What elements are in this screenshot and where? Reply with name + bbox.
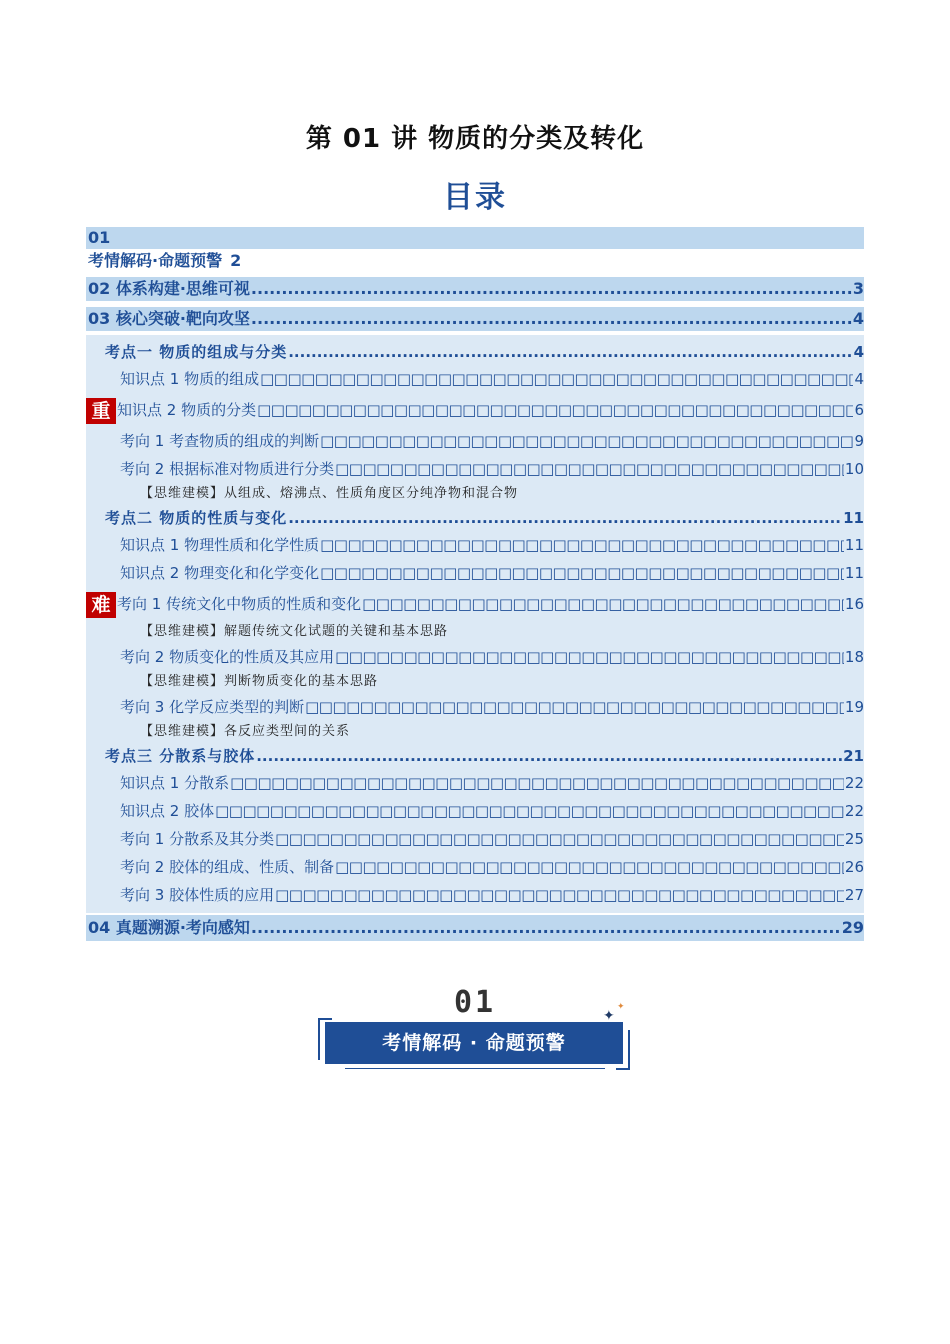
box-leader [215, 797, 844, 825]
section-banner-number: 01 [453, 985, 497, 1020]
box-leader [335, 853, 844, 881]
banner-underline-decoration [345, 1068, 605, 1069]
toc-kaodian-1[interactable]: 考点一 物质的组成与分类 ..... 4 [86, 339, 864, 365]
box-leader [257, 393, 853, 427]
toc-item[interactable]: 知识点 1 物理性质和化学性质 □□□□□□□□□□□□□□□□□□□□□□□□□□□□□□□□□□□□□□□□□□□□□□□□□□□□□□□□□□□□□□□□□□□□□□□□□□□□□□□□□□□□□□□□□□□□□□□□□□□□□□□□□□□□□□□□□□□□□□□□□□□□□□□□□□□□□□□□□□□□□□□□□□□□□□□□□□□□□□□□□□□□□□□□□□□□□□□□□□□□□□□□□□□□□□□□□□□□ 11 [86, 531, 864, 559]
toc-section-03[interactable] [86, 307, 864, 331]
toc-section-03-children [86, 335, 864, 913]
toc-section-01-number[interactable] [86, 227, 864, 249]
toc-item[interactable]: 知识点 2 胶体 □□□□□□□□□□□□□□□□□□□□□□□□□□□□□□□□□□□□□□□□□□□□□□□□□□□□□□□□□□□□□□□□□□□□□□□□□□□□□□□□□□□□□□□□□□□□□□□□□□□□□□□□□□□□□□□□□□□□□□□□□□□□□□□□□□□□□□□□□□□□□□□□□□□□□□□□□□□□□□□□□□□□□□□□□□□□□□□□□□□□□□□□□□□□□□□□□□□□ 22 [86, 797, 864, 825]
toc-item[interactable]: 考向 3 化学反应类型的判断 □□□□□□□□□□□□□□□□□□□□□□□□□□□□□□□□□□□□□□□□□□□□□□□□□□□□□□□□□□□□□□□□□□□□□□□□□□□□□□□□□□□□□□□□□□□□□□□□□□□□□□□□□□□□□□□□□□□□□□□□□□□□□□□□□□□□□□□□□□□□□□□□□□□□□□□□□□□□□□□□□□□□□□□□□□□□□□□□□□□□□□□□□□□□□□□□□□□□ 19 [86, 693, 864, 721]
difficult-point-badge: 难 [86, 592, 116, 618]
toc-section-02[interactable] [86, 277, 864, 301]
toc-section-number: 01 [88, 228, 111, 247]
box-leader [362, 587, 844, 621]
toc-heading: 目录 [443, 180, 507, 215]
toc-section-04[interactable] [86, 915, 864, 941]
toc-item[interactable]: 考向 2 根据标准对物质进行分类 □□□□□□□□□□□□□□□□□□□□□□□□□□□□□□□□□□□□□□□□□□□□□□□□□□□□□□□□□□□□□□□□□□□□□□□□□□□□□□□□□□□□□□□□□□□□□□□□□□□□□□□□□□□□□□□□□□□□□□□□□□□□□□□□□□□□□□□□□□□□□□□□□□□□□□□□□□□□□□□□□□□□□□□□□□□□□□□□□□□□□□□□□□□□□□□□□□□□ 10 [86, 455, 864, 483]
toc-kaodian-2[interactable]: 考点二 物质的性质与变化 ..... 11 [86, 505, 864, 531]
toc-item[interactable]: 重 知识点 2 物质的分类 □□□□□□□□□□□□□□□□□□□□□□□□□□□□□□□□□□□□□□□□□□□□□□□□□□□□□□□□□□□□□□□□□□□□□□□□□□□□□□□□□□□□□□□□□□□□□□□□□□□□□□□□□□□□□□□□□□□□□□□□□□□□□□□□□□□□□□□□□□□□□□□□□□□□□□□□□□□□□□□□□□□□□□□□□□□□□□□□□□□□□□□□□□□□□□□□□□□□ 6 [86, 393, 864, 427]
toc-section-label: 考情解码·命题预警 [88, 251, 223, 270]
toc-item[interactable]: 知识点 1 物质的组成 □□□□□□□□□□□□□□□□□□□□□□□□□□□□□□□□□□□□□□□□□□□□□□□□□□□□□□□□□□□□□□□□□□□□□□□□□□□□□□□□□□□□□□□□□□□□□□□□□□□□□□□□□□□□□□□□□□□□□□□□□□□□□□□□□□□□□□□□□□□□□□□□□□□□□□□□□□□□□□□□□□□□□□□□□□□□□□□□□□□□□□□□□□□□□□□□□□□□ 4 [86, 365, 864, 393]
dot-leader [251, 277, 852, 301]
key-point-badge: 重 [86, 398, 116, 424]
dot-leader [288, 505, 842, 531]
dot-leader [251, 915, 841, 941]
sparkle-icon: ✦ [617, 1002, 625, 1012]
sparkle-icon: ✦ [603, 1008, 615, 1024]
toc-item[interactable]: 考向 2 物质变化的性质及其应用 □□□□□□□□□□□□□□□□□□□□□□□□□□□□□□□□□□□□□□□□□□□□□□□□□□□□□□□□□□□□□□□□□□□□□□□□□□□□□□□□□□□□□□□□□□□□□□□□□□□□□□□□□□□□□□□□□□□□□□□□□□□□□□□□□□□□□□□□□□□□□□□□□□□□□□□□□□□□□□□□□□□□□□□□□□□□□□□□□□□□□□□□□□□□□□□□□□□□ 18 [86, 643, 864, 671]
toc-section-label: 03 核心突破·靶向攻坚 [88, 309, 250, 328]
box-leader [320, 559, 844, 587]
toc-note[interactable]: 【思维建模】各反应类型间的关系 [140, 724, 351, 739]
box-leader [335, 455, 844, 483]
toc-note[interactable]: 【思维建模】从组成、熔沸点、性质角度区分纯净物和混合物 [140, 486, 519, 501]
toc-item[interactable]: 难 考向 1 传统文化中物质的性质和变化 □□□□□□□□□□□□□□□□□□□□□□□□□□□□□□□□□□□□□□□□□□□□□□□□□□□□□□□□□□□□□□□□□□□□□□□□□□□□□□□□□□□□□□□□□□□□□□□□□□□□□□□□□□□□□□□□□□□□□□□□□□□□□□□□□□□□□□□□□□□□□□□□□□□□□□□□□□□□□□□□□□□□□□□□□□□□□□□□□□□□□□□□□□□□□□□□□□□□ 16 [86, 587, 864, 621]
toc-section-label: 02 体系构建·思维可视 [88, 279, 250, 298]
toc-page-number: 2 [230, 251, 242, 270]
box-leader [305, 693, 844, 721]
toc-item[interactable]: 考向 1 分散系及其分类 □□□□□□□□□□□□□□□□□□□□□□□□□□□□□□□□□□□□□□□□□□□□□□□□□□□□□□□□□□□□□□□□□□□□□□□□□□□□□□□□□□□□□□□□□□□□□□□□□□□□□□□□□□□□□□□□□□□□□□□□□□□□□□□□□□□□□□□□□□□□□□□□□□□□□□□□□□□□□□□□□□□□□□□□□□□□□□□□□□□□□□□□□□□□□□□□□□□□ 25 [86, 825, 864, 853]
toc-item[interactable]: 考向 2 胶体的组成、性质、制备 □□□□□□□□□□□□□□□□□□□□□□□□□□□□□□□□□□□□□□□□□□□□□□□□□□□□□□□□□□□□□□□□□□□□□□□□□□□□□□□□□□□□□□□□□□□□□□□□□□□□□□□□□□□□□□□□□□□□□□□□□□□□□□□□□□□□□□□□□□□□□□□□□□□□□□□□□□□□□□□□□□□□□□□□□□□□□□□□□□□□□□□□□□□□□□□□□□□□ 26 [86, 853, 864, 881]
table-of-contents [86, 227, 864, 941]
toc-section-label: 04 真题溯源·考向感知 [88, 918, 250, 937]
box-leader [275, 825, 844, 853]
box-leader [320, 427, 853, 455]
toc-item[interactable]: 考向 1 考查物质的组成的判断 □□□□□□□□□□□□□□□□□□□□□□□□□□□□□□□□□□□□□□□□□□□□□□□□□□□□□□□□□□□□□□□□□□□□□□□□□□□□□□□□□□□□□□□□□□□□□□□□□□□□□□□□□□□□□□□□□□□□□□□□□□□□□□□□□□□□□□□□□□□□□□□□□□□□□□□□□□□□□□□□□□□□□□□□□□□□□□□□□□□□□□□□□□□□□□□□□□□□ 9 [86, 427, 864, 455]
toc-page-number: 29 [841, 918, 864, 937]
toc-page-number: 4 [852, 309, 864, 328]
toc-page-number: 3 [852, 279, 864, 298]
box-leader [260, 365, 853, 393]
toc-item[interactable]: 知识点 2 物理变化和化学变化 □□□□□□□□□□□□□□□□□□□□□□□□□□□□□□□□□□□□□□□□□□□□□□□□□□□□□□□□□□□□□□□□□□□□□□□□□□□□□□□□□□□□□□□□□□□□□□□□□□□□□□□□□□□□□□□□□□□□□□□□□□□□□□□□□□□□□□□□□□□□□□□□□□□□□□□□□□□□□□□□□□□□□□□□□□□□□□□□□□□□□□□□□□□□□□□□□□□□ 11 [86, 559, 864, 587]
toc-item[interactable]: 知识点 1 分散系 □□□□□□□□□□□□□□□□□□□□□□□□□□□□□□□□□□□□□□□□□□□□□□□□□□□□□□□□□□□□□□□□□□□□□□□□□□□□□□□□□□□□□□□□□□□□□□□□□□□□□□□□□□□□□□□□□□□□□□□□□□□□□□□□□□□□□□□□□□□□□□□□□□□□□□□□□□□□□□□□□□□□□□□□□□□□□□□□□□□□□□□□□□□□□□□□□□□□ 22 [86, 769, 864, 797]
box-leader [335, 643, 844, 671]
toc-kaodian-3[interactable]: 考点三 分散系与胶体 ..... 21 [86, 743, 864, 769]
document-title: 第 01 讲 物质的分类及转化 [305, 124, 645, 154]
box-leader [320, 531, 844, 559]
section-banner: 考情解码 · 命题预警 [325, 1022, 623, 1064]
dot-leader [251, 307, 852, 331]
toc-item[interactable]: 考向 3 胶体性质的应用 □□□□□□□□□□□□□□□□□□□□□□□□□□□□□□□□□□□□□□□□□□□□□□□□□□□□□□□□□□□□□□□□□□□□□□□□□□□□□□□□□□□□□□□□□□□□□□□□□□□□□□□□□□□□□□□□□□□□□□□□□□□□□□□□□□□□□□□□□□□□□□□□□□□□□□□□□□□□□□□□□□□□□□□□□□□□□□□□□□□□□□□□□□□□□□□□□□□□ 27 [86, 881, 864, 909]
toc-note[interactable]: 【思维建模】判断物质变化的基本思路 [140, 674, 379, 689]
dot-leader [288, 339, 852, 365]
dot-leader [256, 743, 842, 769]
toc-section-01[interactable] [86, 249, 864, 273]
toc-note[interactable]: 【思维建模】解题传统文化试题的关键和基本思路 [140, 624, 449, 639]
box-leader [275, 881, 844, 909]
box-leader [230, 769, 844, 797]
